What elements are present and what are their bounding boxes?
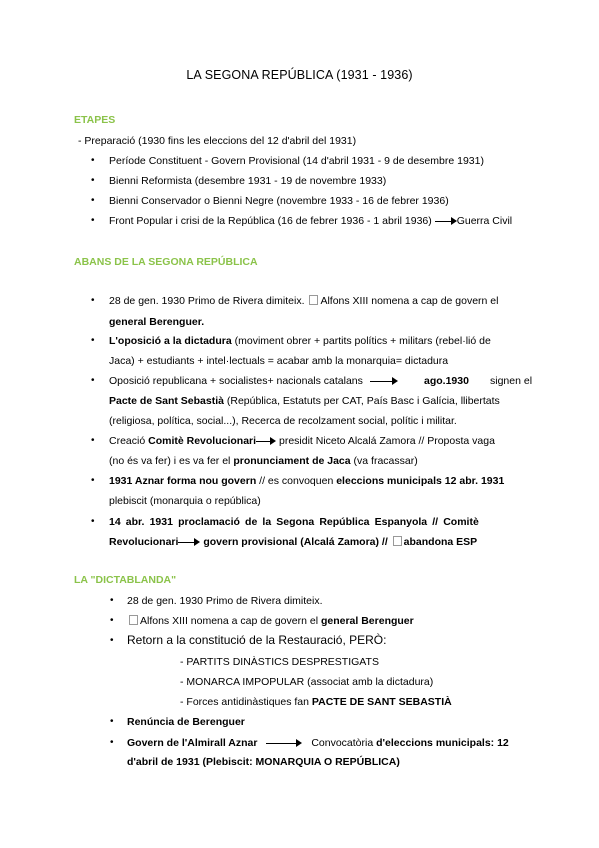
arrow-icon (435, 217, 457, 225)
dicta-subitem (180, 695, 452, 709)
dicta-item-cont: d'abril de 1931 (Plebiscit: MONARQUIA O REPÚBLICA) (127, 756, 400, 768)
bullet-icon: • (91, 155, 95, 166)
abans-item (109, 474, 504, 488)
text: d'eleccions municipals: 12 (376, 737, 509, 749)
bullet-icon: • (91, 215, 95, 226)
etapes-item (109, 214, 512, 228)
text: signen el (490, 375, 533, 387)
bullet-icon: • (110, 737, 114, 748)
arrow-icon (266, 739, 302, 747)
bullet-icon: • (91, 195, 95, 206)
bullet-icon: • (110, 635, 114, 646)
abans-item-cont (109, 454, 418, 468)
text: // es convoquen (259, 475, 334, 487)
dicta-item: 28 de gen. 1930 Primo de Rivera dimiteix. (127, 595, 323, 607)
dicta-item: Retorn a la constitució de la Restauració, PERÒ: (127, 633, 387, 647)
dicta-item: Renúncia de Berenguer (127, 716, 245, 728)
etapes-item-end: Guerra Civil (456, 215, 513, 227)
text: 28 de gen. 1930 Primo de Rivera dimiteix. (109, 295, 305, 307)
page-title: LA SEGONA REPÚBLICA (1931 - 1936) (186, 68, 413, 82)
etapes-intro: - Preparació (1930 fins les eleccions del 12 d'abril del 1931) (78, 135, 357, 147)
text: Oposició republicana + socialistes+ nacionals catalans (109, 375, 363, 387)
bullet-icon: • (91, 475, 95, 486)
dicta-subitem: - PARTITS DINÀSTICS DESPRESTIGATS (180, 656, 379, 668)
text: ago.1930 (424, 375, 469, 387)
dicta-item (127, 614, 414, 628)
text: - Forces antidinàstiques fan (180, 696, 309, 708)
text: Revolucionari (109, 536, 179, 548)
text: (no és va fer) i es va fer el (109, 455, 231, 467)
text: Alfons XIII nomena a cap de govern el (320, 295, 499, 307)
text: govern provisional (Alcalá Zamora) // (203, 536, 388, 548)
text: Pacte de Sant Sebastià (109, 395, 224, 407)
abans-item-cont: general Berenguer. (109, 316, 205, 328)
section-heading-etapes: ETAPES (74, 114, 116, 126)
etapes-item: Període Constituent - Govern Provisional (14 d'abril 1931 - 9 de desembre 1931) (109, 155, 484, 167)
abans-item: 14 abr. 1931 proclamació de la Segona República Espanyola // Comitè (109, 516, 479, 528)
text: presidit Niceto Alcalá Zamora // Proposta vaga (278, 435, 495, 447)
text: Creació (109, 435, 146, 447)
text: PACTE DE SANT SEBASTIÀ (311, 696, 452, 708)
abans-item-cont: plebiscit (monarquia o república) (109, 495, 261, 507)
text: Comitè Revolucionari (148, 435, 257, 447)
bullet-icon: • (91, 375, 95, 386)
text: Convocatòria (311, 737, 374, 749)
arrow-icon (256, 437, 276, 445)
etapes-item: Bienni Reformista (desembre 1931 - 19 de novembre 1933) (109, 175, 387, 187)
abans-item (109, 294, 498, 308)
bullet-icon: • (110, 716, 114, 727)
text: general Berenguer (320, 615, 414, 627)
bullet-icon: • (91, 435, 95, 446)
image-placeholder-icon (393, 536, 402, 546)
bullet-icon: • (110, 595, 114, 606)
text: pronunciament de Jaca (233, 455, 351, 467)
text: Alfons XIII nomena a cap de govern el (140, 615, 319, 627)
abans-item (109, 374, 402, 388)
bullet-icon: • (110, 615, 114, 626)
abans-item-cont (109, 394, 500, 408)
arrow-icon (178, 538, 200, 546)
abans-item-cont: Jaca) + estudiants + intel·lectuals = acabar amb la monarquia= dictadura (109, 355, 449, 367)
etapes-item-text: Front Popular i crisi de la República (16 de febrer 1936 - 1 abril 1936) (109, 215, 432, 227)
etapes-item: Bienni Conservador o Bienni Negre (novembre 1933 - 16 de febrer 1936) (109, 195, 449, 207)
text: (República, Estatuts per CAT, País Basc i Galícia, llibertats (226, 395, 500, 407)
image-placeholder-icon (129, 615, 138, 625)
text: Govern de l'Almirall Aznar (127, 737, 258, 749)
image-placeholder-icon (309, 295, 318, 305)
text: eleccions municipals 12 abr. 1931 (336, 475, 505, 487)
text: (moviment obrer + partits polítics + militars (rebel·lió de (234, 335, 491, 347)
abans-item (109, 334, 491, 348)
dicta-item (127, 736, 509, 750)
bullet-icon: • (91, 516, 95, 527)
dicta-subitem: - MONARCA IMPOPULAR (associat amb la dictadura) (180, 676, 434, 688)
abans-item (109, 434, 495, 448)
abans-item-cont: (religiosa, política, social...), Recerca de recolzament social, polític i militar. (109, 415, 457, 427)
abans-item-cont (109, 535, 477, 549)
arrow-icon (370, 377, 398, 385)
text: L'oposició a la dictadura (109, 335, 232, 347)
section-heading-dictablanda: LA "DICTABLANDA" (74, 574, 177, 586)
bullet-icon: • (91, 295, 95, 306)
bullet-icon: • (91, 335, 95, 346)
text: abandona ESP (403, 536, 478, 548)
bullet-icon: • (91, 175, 95, 186)
text: 1931 Aznar forma nou govern (109, 475, 257, 487)
section-heading-abans: ABANS DE LA SEGONA REPÚBLICA (74, 256, 258, 268)
text: (va fracassar) (353, 455, 418, 467)
